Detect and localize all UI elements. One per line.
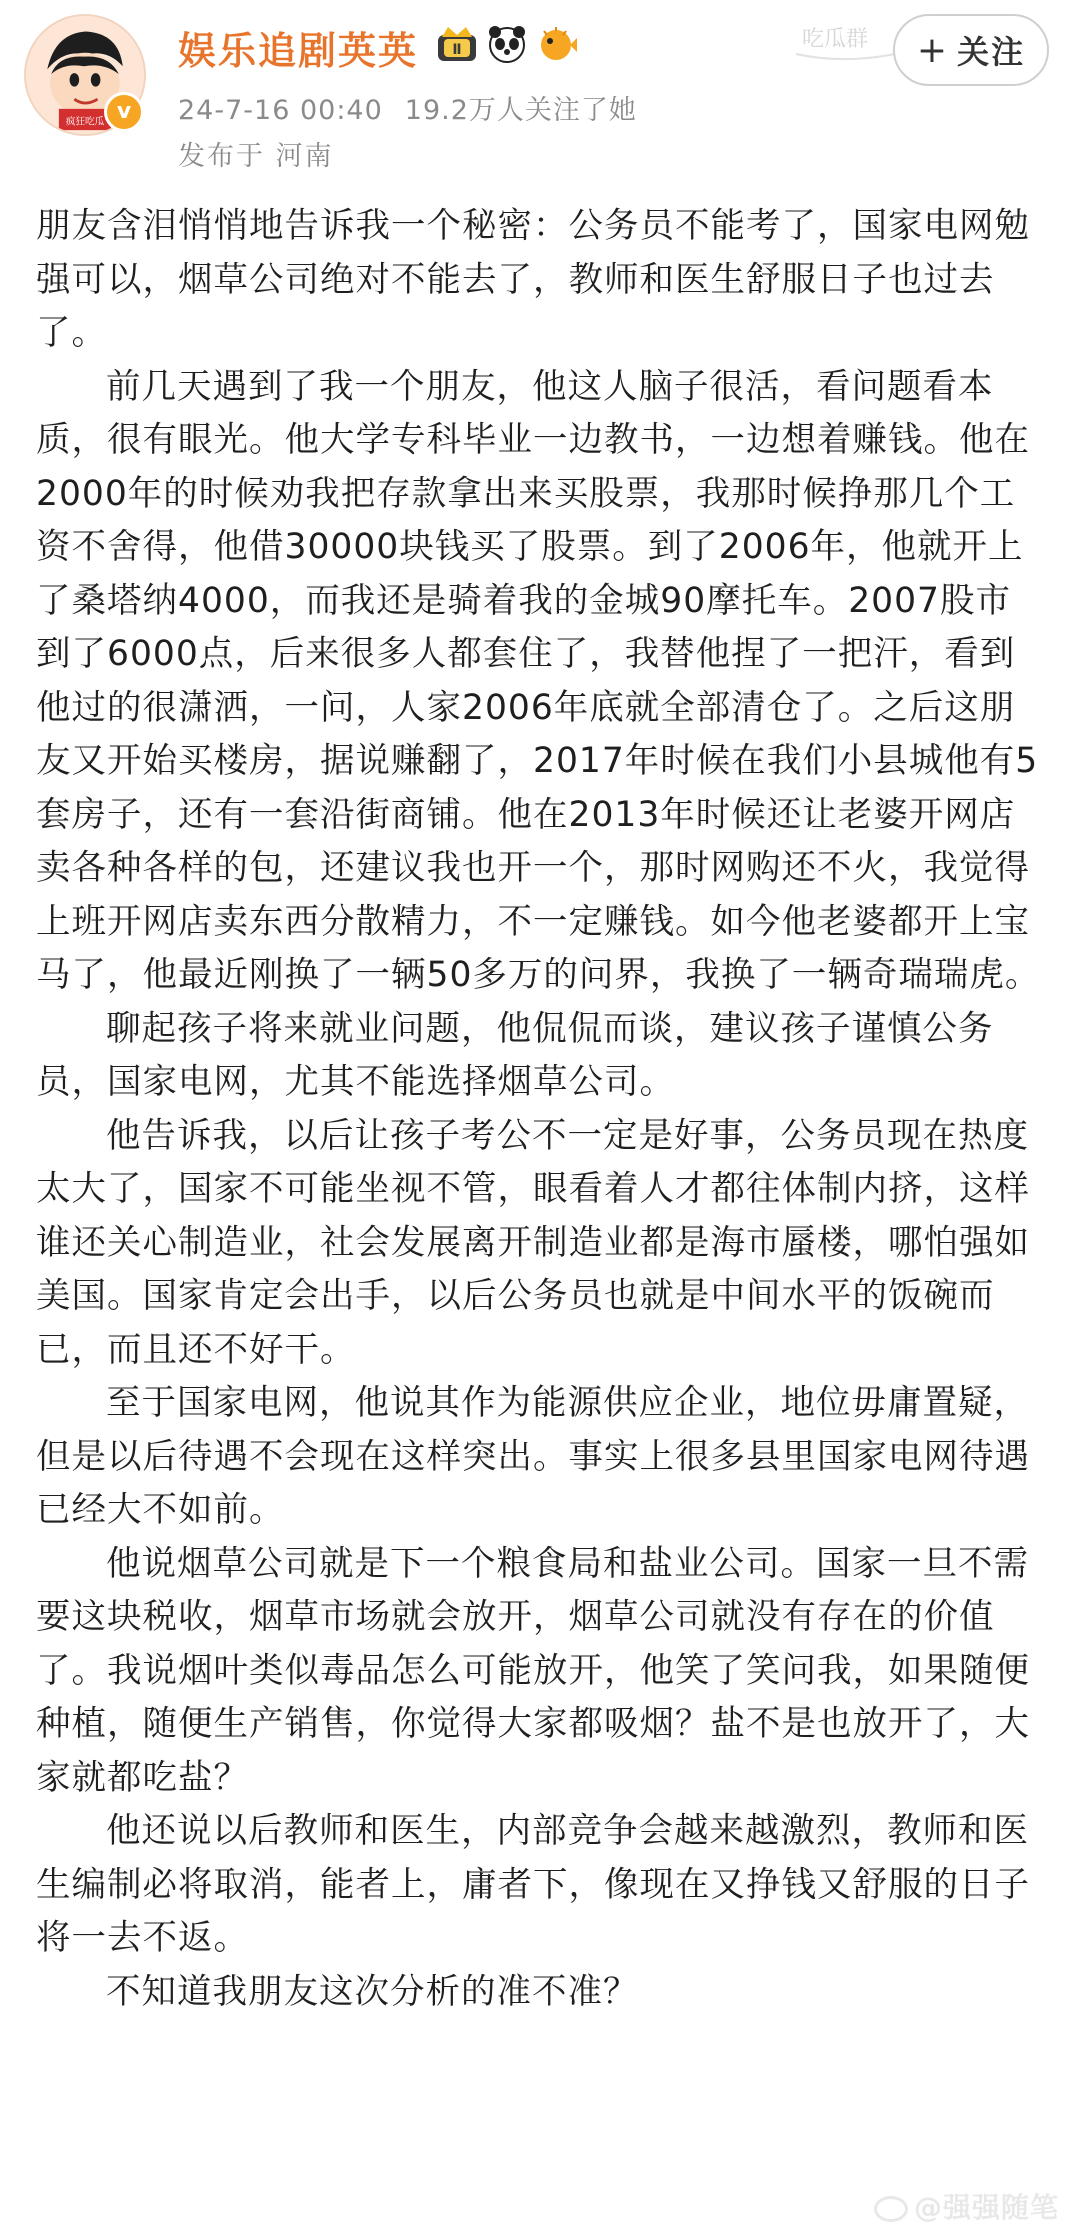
post-header [0, 0, 1079, 185]
footer-watermark [874, 2186, 1059, 2226]
paragraph-7: 他还说以后教师和医生，内部竞争会越来越激烈，教师和医生编制必将取消，能者上，庸者下，像现在又挣钱又舒服的日子将一去不返。 [36, 1811, 1030, 1958]
follow-button-label: 关注 [957, 33, 1026, 71]
paragraph-1: 朋友含泪悄悄地告诉我一个秘密：公务员不能考了，国家电网勉强可以，烟草公司绝对不能去了，教师和医生舒服日子也过去了。 [36, 206, 1030, 353]
paragraph-6: 他说烟草公司就是下一个粮食局和盐业公司。国家一旦不需要这块税收，烟草市场就会放开，烟草公司就没有存在的价值了。我说烟叶类似毒品怎么可能放开，他笑了笑问我，如果随便种植，随便生产销售，你觉得大家都吸烟？盐不是也放开了，大家就都吃盐？ [36, 1543, 1030, 1798]
post-location: 发布于 河南 [178, 141, 334, 172]
post-content [36, 200, 1046, 2019]
paragraph-8: 不知道我朋友这次分析的准不准？ [106, 1971, 639, 2012]
crown-level-badge-icon [436, 23, 478, 65]
paragraph-5: 至于国家电网，他说其作为能源供应企业，地位毋庸置疑，但是以后待遇不会现在这样突出。事实上很多县里国家电网待遇已经大不如前。 [36, 1383, 1030, 1530]
plus-icon: + [916, 29, 950, 71]
follower-count: 19.2万人关注了她 [404, 95, 637, 126]
panda-icon [486, 23, 528, 65]
top-watermark-text: 吃瓜群 [802, 27, 869, 52]
level-badge-text: Ⅱ [452, 42, 462, 58]
paragraph-2: 前几天遇到了我一个朋友，他这人脑子很活，看问题看本质，很有眼光。他大学专科毕业一边教书，一边想着赚钱。他在2000年的时候劝我把存款拿出来买股票，我那时候挣那几个工资不舍得，他借30000块钱买了股票。到了2006年，他就开上了桑塔纳4000，而我还是骑着我的金城90摩托车。2007股市到了6000点，后来很多人都套住了，我替他捏了一把汗，看到他过的很潇洒，一问，人家2006年底就全部清仓了。之后这朋友又开始买楼房，据说赚翻了，2017年时候在我们小县城他有5套房子，还有一套沿街商铺。他在2013年时候还让老婆开网店卖各种各样的包，还建议我也开一个，那时网购还不火，我觉得上班开网店卖东西分散精力，不一定赚钱。如今他老婆都开上宝马了，他最近刚换了一辆50多万的问界，我换了一辆奇瑞瑞虎。 [36, 366, 1041, 995]
avatar-label: 疯狂吃瓜 [65, 116, 105, 128]
pufferfish-icon [536, 23, 578, 65]
footer-watermark-text: @强强随笔 [913, 2191, 1059, 2224]
follow-button[interactable] [893, 14, 1049, 86]
post-date: 24-7-16 00:40 [178, 95, 383, 126]
paragraph-4: 他告诉我，以后让孩子考公不一定是好事，公务员现在热度太大了，国家不可能坐视不管，眼看着人才都往体制内挤，这样谁还关心制造业，社会发展离开制造业都是海市蜃楼，哪怕强如美国。国家肯定会出手，以后公务员也就是中间水平的饭碗而已，而且还不好干。 [36, 1115, 1030, 1370]
post-meta [178, 88, 637, 127]
verified-badge-icon: v [104, 92, 144, 132]
paragraph-3: 聊起孩子将来就业问题，他侃侃而谈，建议孩子谨慎公务员，国家电网，尤其不能选择烟草公司。 [36, 1008, 994, 1102]
username[interactable]: 娱乐追剧英英 [178, 29, 419, 73]
user-badges [436, 22, 578, 66]
weibo-logo-icon [874, 2196, 908, 2222]
